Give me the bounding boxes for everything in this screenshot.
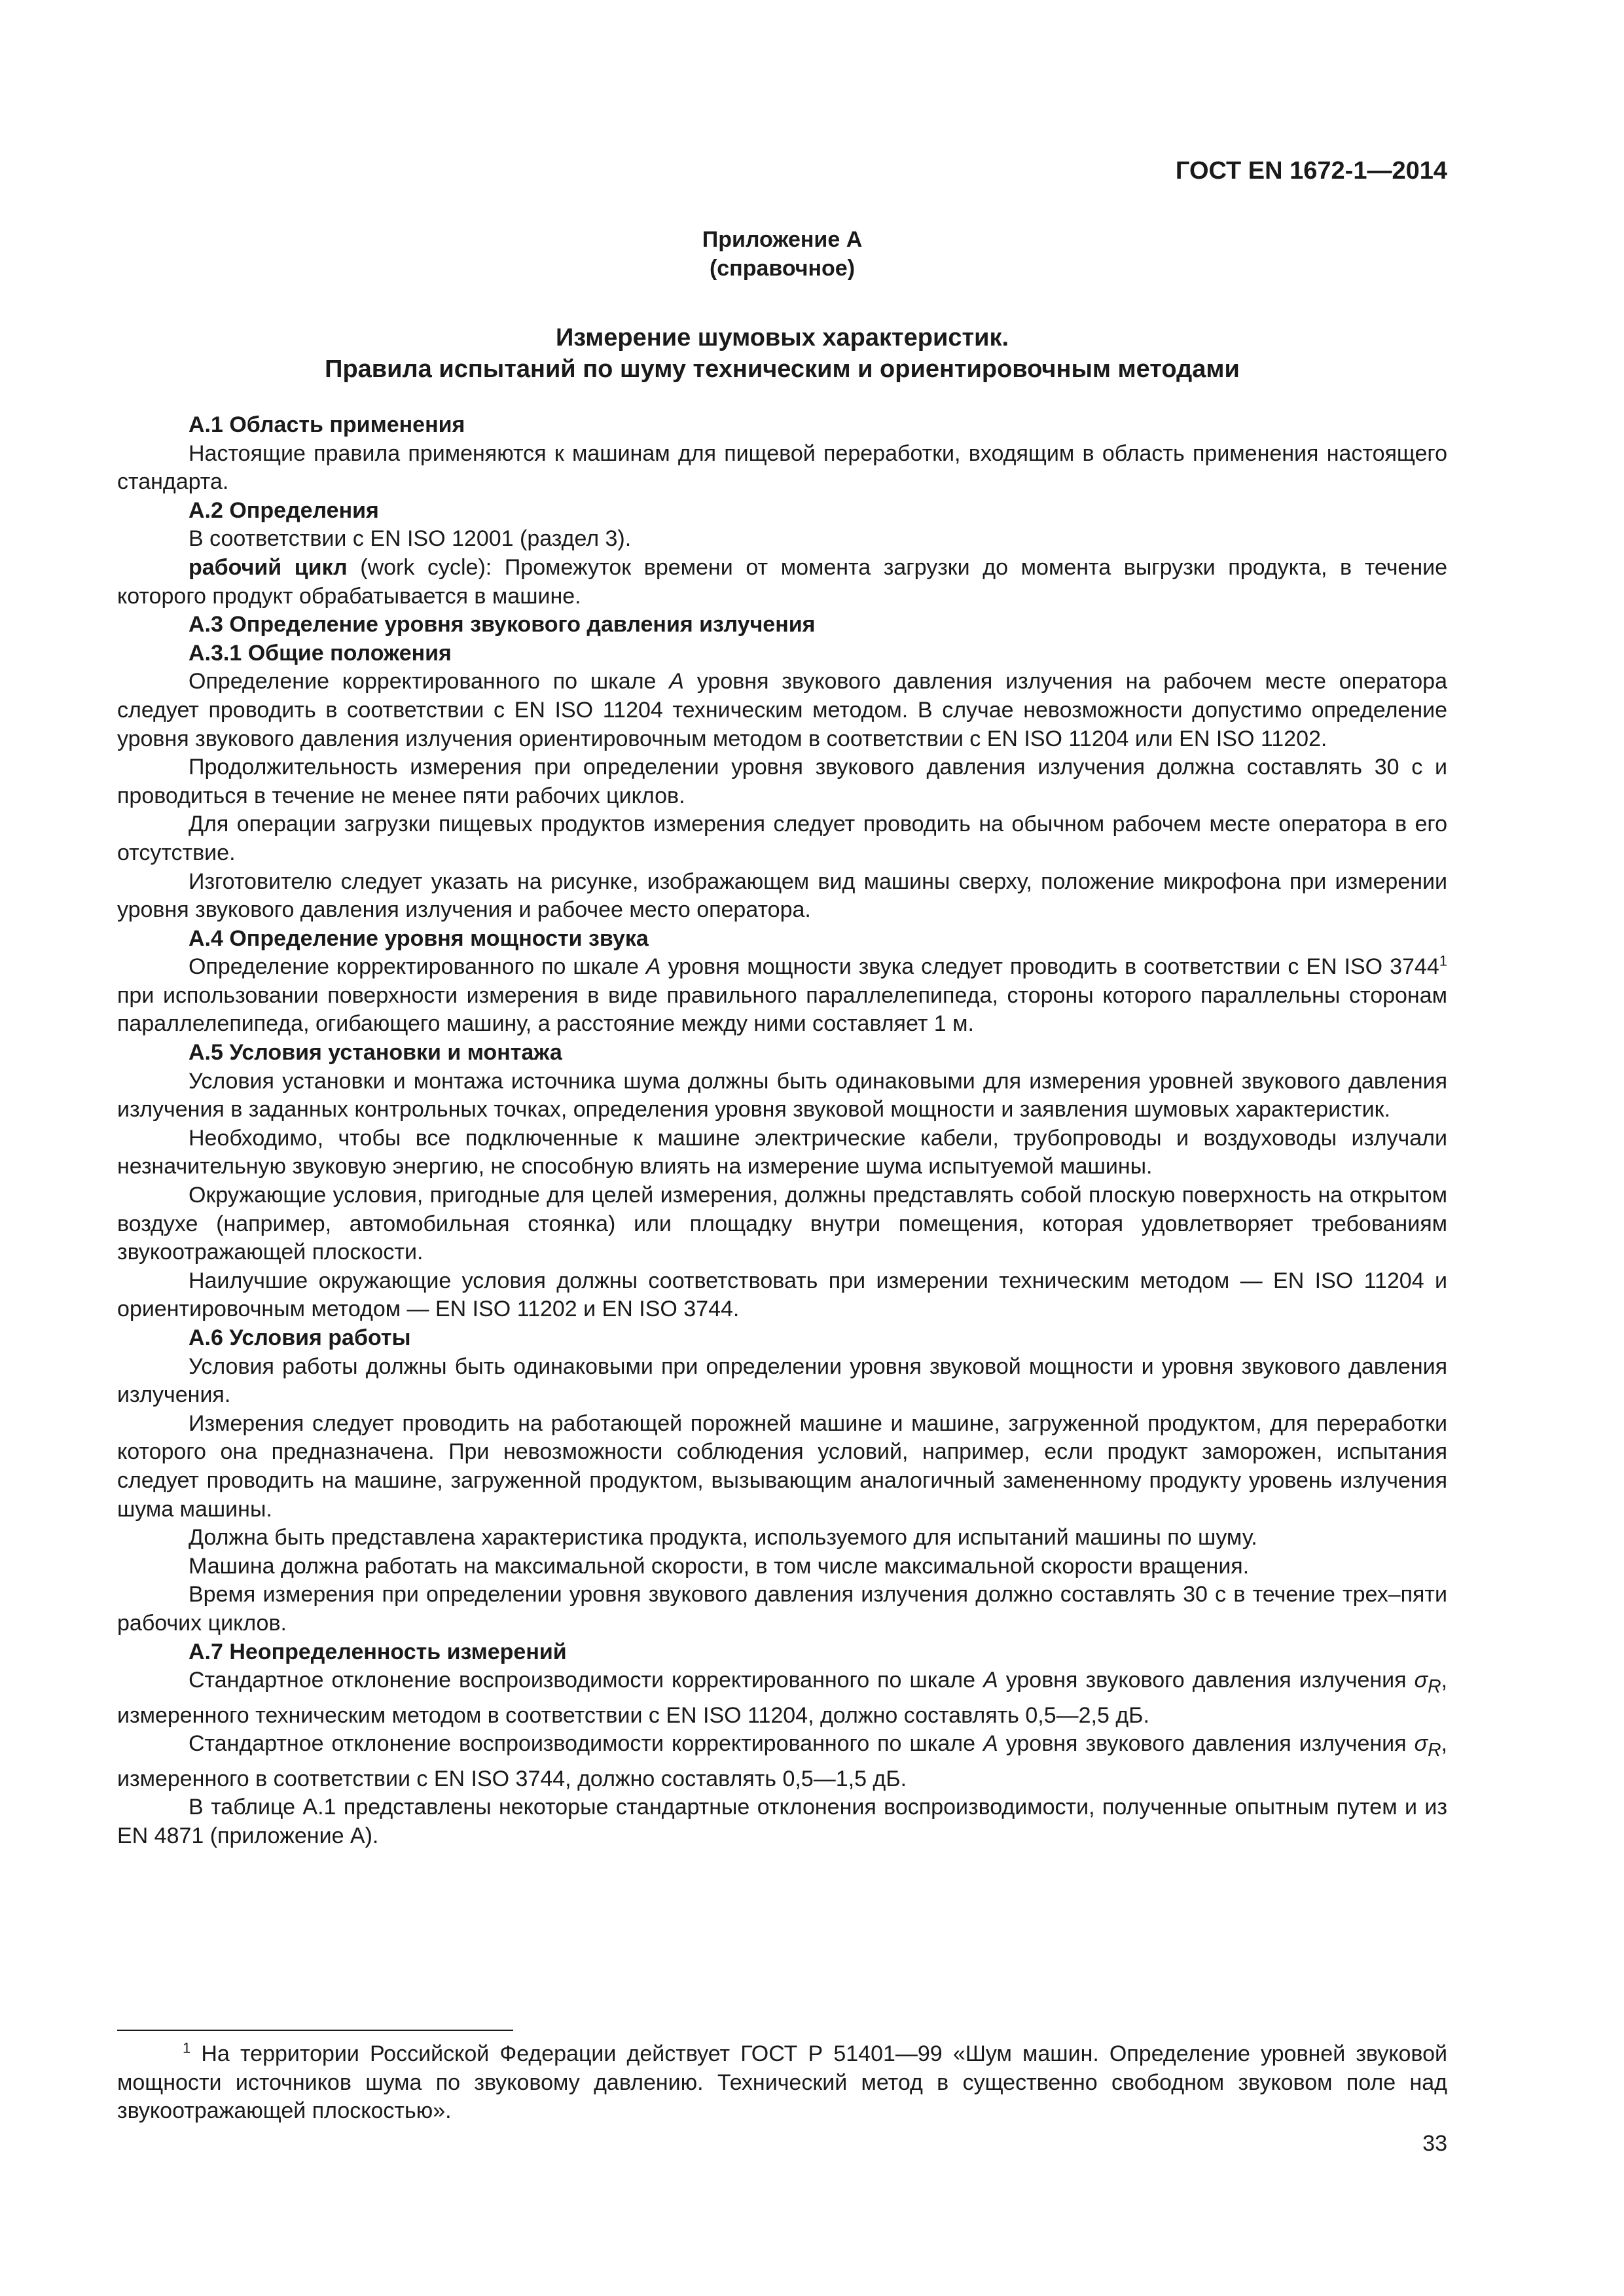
paragraph <box>117 1730 1447 1793</box>
paragraph: Условия установки и монтажа источника шума должны быть одинаковыми для измерения уровней звукового давления излучения в заданных контрольных точках, определения уровня звуковой мощности и заявления шумовых характеристик. <box>117 1068 1447 1122</box>
paragraph: Машина должна работать на максимальной скорости, в том числе максимальной скорости вращения. <box>189 1553 1250 1579</box>
paragraph <box>117 668 1447 753</box>
text-run: Определение корректированного по шкале <box>189 669 670 694</box>
paragraph <box>117 1666 1447 1730</box>
annex-heading <box>117 225 1447 283</box>
sigma-symbol: σ <box>1414 1731 1428 1757</box>
paragraph: Должна быть представлена характеристика продукта, используемого для испытаний машины по шуму. <box>189 1525 1257 1551</box>
defined-term: рабочий цикл <box>189 554 348 580</box>
footnote-reference[interactable]: 1 <box>1439 952 1447 969</box>
text-run: , измеренного техническим методом в соответствии с EN ISO 11204, должно составлять 0,5—2,5 дБ. <box>117 1668 1447 1728</box>
paragraph: Условия работы должны быть одинаковыми при определении уровня звуковой мощности и уровня звукового давления излучения. <box>117 1354 1447 1408</box>
text-run: Определение корректированного по шкале <box>189 954 646 980</box>
text-run: при использовании поверхности измерения в виде правильного параллелепипеда, стороны которого параллельны сторонам параллелепипеда, огибающего машину, а расстояние между ними составляет 1 м. <box>117 982 1447 1037</box>
section-heading-a1: А.1 Область применения <box>189 412 465 437</box>
annex-title-line1: Измерение шумовых характеристик. <box>555 324 1009 351</box>
footnote-text: На территории Российской Федерации действует ГОСТ Р 51401—99 «Шум машин. Определение уровней звуковой мощности источников шума по звуковому давлению. Технический метод в существенно свободном звуковом поле над звукоотражающей плоскостью». <box>117 2041 1447 2124</box>
paragraph: Для операции загрузки пищевых продуктов измерения следует проводить на обычном рабочем месте оператора в его отсутствие. <box>117 812 1447 865</box>
paragraph: Измерения следует проводить на работающей порожней машине и машине, загруженной продуктом, для переработки которого она предназначена. При невозможности соблюдения условий, например, если продукт заморожен, испытания следует проводить на машине, загруженной продуктом, вызывающим аналогичный замененному продукту уровень излучения шума машины. <box>117 1410 1447 1522</box>
page-number: 33 <box>1422 2131 1447 2156</box>
italic-text-run: А <box>645 954 661 980</box>
annex-kind: (справочное) <box>709 256 856 281</box>
footnote <box>117 2040 1447 2126</box>
annex-label: Приложение А <box>702 227 863 252</box>
paragraph: Продолжительность измерения при определении уровня звукового давления излучения должна составлять 30 с и проводиться в течение не менее пяти рабочих циклов. <box>117 755 1447 808</box>
paragraph: Окружающие условия, пригодные для целей измерения, должны представлять собой плоскую поверхность на открытом воздухе (например, автомобильная стоянка) или площадку внутри помещения, которая удовлетворяет требованиям звукоотражающей плоскости. <box>117 1183 1447 1265</box>
section-heading-a3: А.3 Определение уровня звукового давления излучения <box>189 612 816 637</box>
text-run: , измеренного в соответствии с EN ISO 3744, должно составлять 0,5—1,5 дБ. <box>117 1731 1447 1791</box>
text-run: уровня звукового давления излучения <box>998 1731 1415 1757</box>
page-content <box>117 154 1447 1850</box>
section-heading-a7: А.7 Неопределенность измерений <box>189 1639 567 1664</box>
text-run: Стандартное отклонение воспроизводимости корректированного по шкале <box>189 1668 984 1693</box>
section-heading-a2: А.2 Определения <box>189 497 379 523</box>
section-heading-a6: А.6 Условия работы <box>189 1325 411 1350</box>
paragraph: Время измерения при определении уровня звукового давления излучения должно составлять 30 с в течение трех–пяти рабочих циклов. <box>117 1582 1447 1636</box>
annex-title <box>117 322 1447 385</box>
italic-text-run: А <box>983 1731 998 1757</box>
paragraph: В соответствии с EN ISO 12001 (раздел 3). <box>189 526 632 552</box>
paragraph: Наилучшие окружающие условия должны соответствовать при измерении техническим методом — EN ISO 11204 и ориентировочным методом — EN ISO 11202 и EN ISO 3744. <box>117 1268 1447 1322</box>
italic-text-run: А <box>669 669 684 694</box>
paragraph <box>117 953 1447 1039</box>
definition-paragraph <box>117 554 1447 611</box>
footnote-separator <box>117 2030 513 2031</box>
subsection-heading-a3-1: А.3.1 Общие положения <box>189 640 452 666</box>
text-run: уровня звукового давления излучения на рабочем месте оператора следует проводить в соответствии с EN ISO 11204 техническим методом. В случае невозможности допустимо определение уровня звукового давления излучения ориентировочным методом в соответствии с EN ISO 11204 или EN ISO 11202. <box>117 669 1447 751</box>
footnote-area <box>117 2030 1447 2126</box>
section-heading-a5: А.5 Условия установки и монтажа <box>189 1040 562 1066</box>
sigma-subscript: R <box>1428 1739 1441 1761</box>
paragraph: Настоящие правила применяются к машинам для пищевой переработки, входящим в область применения настоящего стандарта. <box>117 440 1447 495</box>
text-run: уровня мощности звука следует проводить в соответствии с EN ISO 3744 <box>660 954 1439 980</box>
section-heading-a4: А.4 Определение уровня мощности звука <box>189 925 649 951</box>
document-header: ГОСТ EN 1672-1—2014 <box>1175 157 1447 185</box>
text-run: уровня звукового давления излучения <box>998 1668 1415 1693</box>
footnote-marker: 1 <box>183 2039 191 2056</box>
annex-title-line2: Правила испытаний по шуму техническим и ориентировочным методами <box>325 355 1240 383</box>
text-run: Стандартное отклонение воспроизводимости корректированного по шкале <box>189 1731 984 1757</box>
paragraph: Изготовителю следует указать на рисунке, изображающем вид машины сверху, положение микрофона при измерении уровня звукового давления излучения и рабочее место оператора. <box>117 869 1447 923</box>
term-definition: (work cycle): Промежуток времени от момента загрузки до момента выгрузки продукта, в течение которого продукт обрабатывается в машине. <box>117 554 1448 609</box>
sigma-subscript: R <box>1428 1676 1441 1697</box>
sigma-symbol: σ <box>1414 1668 1428 1693</box>
italic-text-run: А <box>983 1668 998 1693</box>
paragraph: Необходимо, чтобы все подключенные к машине электрические кабели, трубопроводы и воздуховоды излучали незначительную звуковую энергию, не способную влиять на измерение шума испытуемой машины. <box>117 1125 1447 1179</box>
paragraph: В таблице А.1 представлены некоторые стандартные отклонения воспроизводимости, полученные опытным путем и из EN 4871 (приложение А). <box>117 1795 1447 1848</box>
